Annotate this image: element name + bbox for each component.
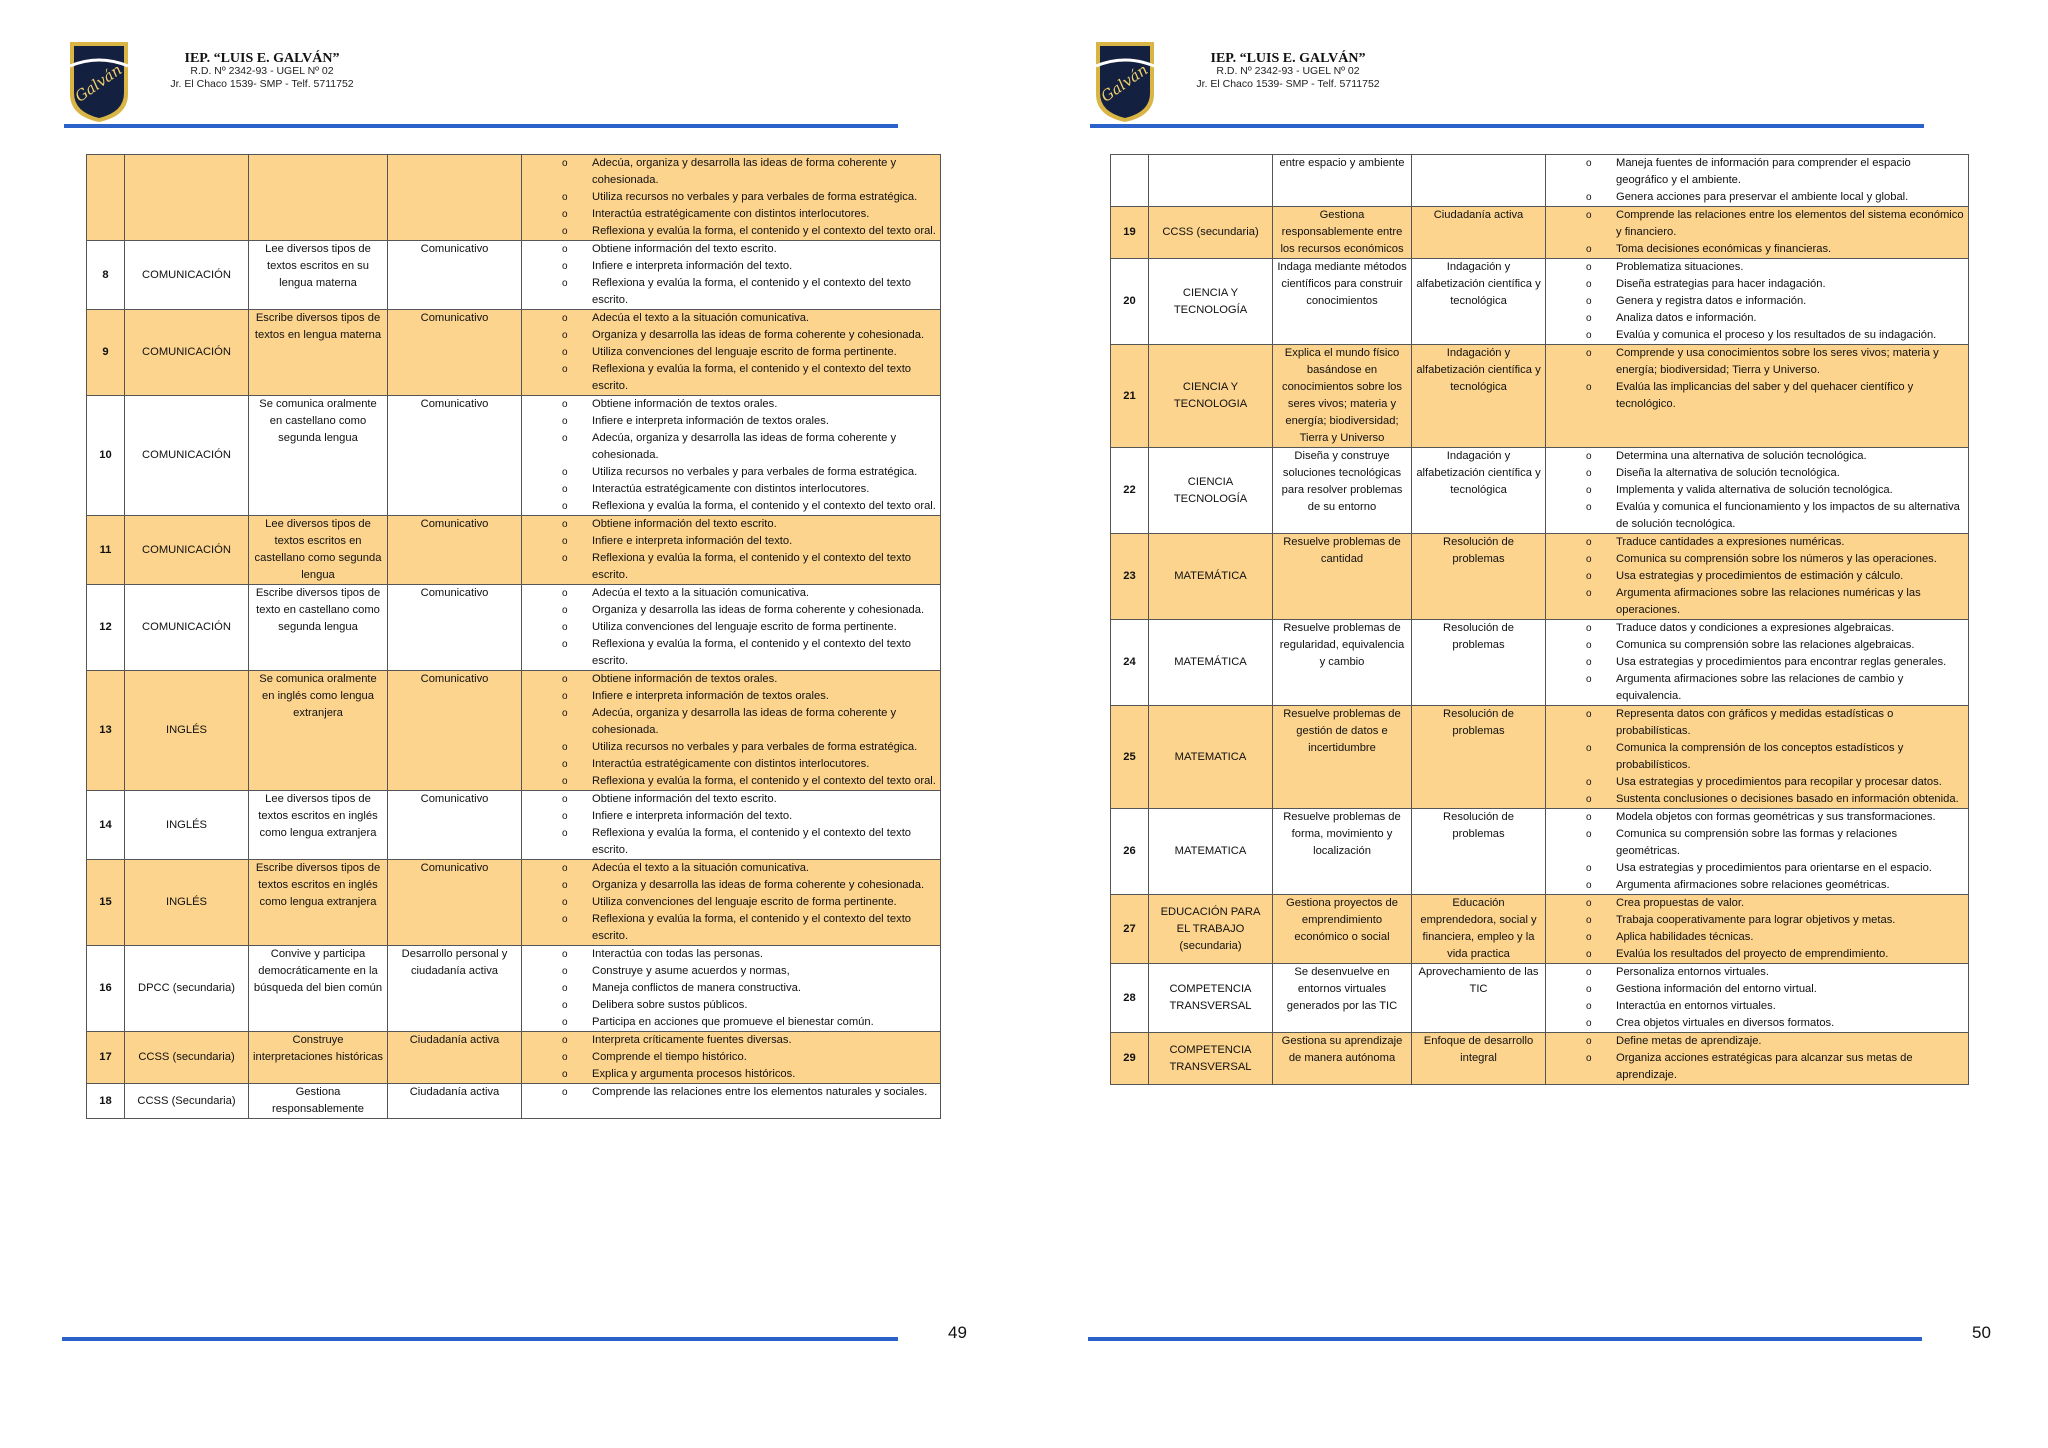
capacity-item: o Personaliza entornos virtuales. — [1550, 964, 1964, 981]
row-capacities — [522, 155, 941, 241]
school-resolution: R.D. Nº 2342-93 - UGEL Nº 02 — [190, 65, 334, 77]
competencies-table — [1110, 154, 1969, 1085]
table-row — [1111, 706, 1969, 809]
capacities-list — [1550, 207, 1964, 258]
capacity-item: o Traduce cantidades a expresiones numéricas. — [1550, 534, 1964, 551]
capacity-item: o Traduce datos y condiciones a expresiones algebraicas. — [1550, 620, 1964, 637]
table-row — [1111, 895, 1969, 964]
row-capacities — [522, 946, 941, 1032]
row-approach: Indagación y alfabetización científica y tecnológica — [1412, 448, 1546, 534]
capacity-item: o Trabaja cooperativamente para lograr objetivos y metas. — [1550, 912, 1964, 929]
capacity-item: o Argumenta afirmaciones sobre las relaciones numéricas y las operaciones. — [1550, 585, 1964, 619]
row-area: INGLÉS — [125, 671, 249, 791]
row-capacities — [522, 860, 941, 946]
row-approach: Comunicativo — [388, 516, 522, 585]
capacity-item: o Interactúa estratégicamente con distintos interlocutores. — [526, 481, 936, 498]
table-row — [1111, 964, 1969, 1033]
capacity-item: o Analiza datos e información. — [1550, 310, 1964, 327]
capacity-item: o Aplica habilidades técnicas. — [1550, 929, 1964, 946]
row-area: CIENCIA Y TECNOLOGÍA — [1149, 259, 1273, 345]
row-competence: Lee diversos tipos de textos escritos en inglés como lengua extranjera — [249, 791, 388, 860]
capacity-item: o Maneja fuentes de información para comprender el espacio geográfico y el ambiente. — [1550, 155, 1964, 189]
school-resolution: R.D. Nº 2342-93 - UGEL Nº 02 — [1216, 65, 1360, 77]
row-competence: Convive y participa democráticamente en la búsqueda del bien común — [249, 946, 388, 1032]
row-approach: Comunicativo — [388, 310, 522, 396]
capacity-item: o Comunica su comprensión sobre las formas y relaciones geométricas. — [1550, 826, 1964, 860]
capacity-item: o Reflexiona y evalúa la forma, el contenido y el contexto del texto escrito. — [526, 550, 936, 584]
capacity-item: o Problematiza situaciones. — [1550, 259, 1964, 276]
table-row — [87, 791, 941, 860]
capacity-item: o Adecúa, organiza y desarrolla las ideas de forma coherente y cohesionada. — [526, 155, 936, 189]
row-number — [87, 155, 125, 241]
row-area: MATEMÁTICA — [1149, 534, 1273, 620]
row-area: CCSS (Secundaria) — [125, 1084, 249, 1119]
row-number: 21 — [1111, 345, 1149, 448]
row-approach: Enfoque de desarrollo integral — [1412, 1033, 1546, 1085]
row-number: 13 — [87, 671, 125, 791]
capacity-item: o Reflexiona y evalúa la forma, el contenido y el contexto del texto escrito. — [526, 636, 936, 670]
capacity-item: o Genera y registra datos e información. — [1550, 293, 1964, 310]
table-row — [1111, 620, 1969, 706]
row-number: 26 — [1111, 809, 1149, 895]
row-approach: Resolución de problemas — [1412, 534, 1546, 620]
table-row — [1111, 1033, 1969, 1085]
table-row — [87, 396, 941, 516]
capacity-item: o Argumenta afirmaciones sobre relaciones geométricas. — [1550, 877, 1964, 894]
school-address: Jr. El Chaco 1539- SMP - Telf. 5711752 — [170, 78, 354, 90]
row-number: 19 — [1111, 207, 1149, 259]
capacity-item: o Comunica su comprensión sobre las relaciones algebraicas. — [1550, 637, 1964, 654]
school-logo-icon — [1092, 36, 1158, 124]
row-competence: Explica el mundo físico basándose en conocimientos sobre los seres vivos; materia y energía; biodiversidad; Tierra y Universo — [1273, 345, 1412, 448]
capacity-item: o Construye y asume acuerdos y normas, — [526, 963, 936, 980]
row-competence: Resuelve problemas de cantidad — [1273, 534, 1412, 620]
capacity-item: o Reflexiona y evalúa la forma, el contenido y el contexto del texto escrito. — [526, 361, 936, 395]
row-competence: Construye interpretaciones históricas — [249, 1032, 388, 1084]
capacities-list — [526, 1032, 936, 1083]
school-name: IEP. “LUIS E. GALVÁN” — [184, 51, 340, 66]
row-capacities — [522, 585, 941, 671]
row-competence: Gestiona responsablemente — [249, 1084, 388, 1119]
row-number: 8 — [87, 241, 125, 310]
row-area — [1149, 155, 1273, 207]
capacity-item: o Representa datos con gráficos y medidas estadísticas o probabilísticas. — [1550, 706, 1964, 740]
capacity-item: o Reflexiona y evalúa la forma, el contenido y el contexto del texto escrito. — [526, 825, 936, 859]
capacity-item: o Define metas de aprendizaje. — [1550, 1033, 1964, 1050]
table-row — [1111, 448, 1969, 534]
row-approach: Comunicativo — [388, 396, 522, 516]
row-number: 20 — [1111, 259, 1149, 345]
capacity-item: o Utiliza recursos no verbales y para verbales de forma estratégica. — [526, 189, 936, 206]
row-approach — [388, 155, 522, 241]
capacity-item: o Interactúa estratégicamente con distintos interlocutores. — [526, 206, 936, 223]
capacity-item: o Obtiene información del texto escrito. — [526, 791, 936, 808]
capacity-item: o Reflexiona y evalúa la forma, el contenido y el contexto del texto escrito. — [526, 911, 936, 945]
row-area: EDUCACIÓN PARA EL TRABAJO (secundaria) — [1149, 895, 1273, 964]
capacity-item: o Toma decisiones económicas y financieras. — [1550, 241, 1964, 258]
capacity-item: o Utiliza recursos no verbales y para verbales de forma estratégica. — [526, 464, 936, 481]
row-number: 11 — [87, 516, 125, 585]
row-area: COMUNICACIÓN — [125, 241, 249, 310]
capacity-item: o Infiere e interpreta información de textos orales. — [526, 688, 936, 705]
capacity-item: o Gestiona información del entorno virtual. — [1550, 981, 1964, 998]
row-area: COMPETENCIA TRANSVERSAL — [1149, 1033, 1273, 1085]
row-number: 10 — [87, 396, 125, 516]
row-capacities — [522, 516, 941, 585]
footer-rule — [62, 1337, 898, 1341]
capacity-item: o Adecúa el texto a la situación comunicativa. — [526, 310, 936, 327]
capacities-list — [526, 516, 936, 584]
row-approach: Comunicativo — [388, 791, 522, 860]
capacities-list — [526, 155, 936, 240]
capacities-list — [1550, 448, 1964, 533]
capacity-item: o Comprende el tiempo histórico. — [526, 1049, 936, 1066]
capacity-item: o Obtiene información de textos orales. — [526, 396, 936, 413]
competencies-table — [86, 154, 941, 1119]
capacity-item: o Genera acciones para preservar el ambiente local y global. — [1550, 189, 1964, 206]
table-row — [87, 671, 941, 791]
row-capacities — [1546, 620, 1969, 706]
capacities-list — [1550, 620, 1964, 705]
footer-rule — [1088, 1337, 1922, 1341]
table-row — [87, 1084, 941, 1119]
capacities-list — [1550, 345, 1964, 413]
capacity-item: o Infiere e interpreta información del texto. — [526, 258, 936, 275]
row-capacities — [522, 396, 941, 516]
table-row — [87, 241, 941, 310]
row-area: MATEMATICA — [1149, 706, 1273, 809]
capacity-item: o Organiza y desarrolla las ideas de forma coherente y cohesionada. — [526, 877, 936, 894]
row-capacities — [522, 671, 941, 791]
row-area: COMPETENCIA TRANSVERSAL — [1149, 964, 1273, 1033]
row-area: CIENCIA TECNOLOGÍA — [1149, 448, 1273, 534]
table-row — [87, 310, 941, 396]
capacity-item: o Interactúa estratégicamente con distintos interlocutores. — [526, 756, 936, 773]
row-approach: Comunicativo — [388, 585, 522, 671]
table-row — [1111, 207, 1969, 259]
capacity-item: o Obtiene información del texto escrito. — [526, 516, 936, 533]
capacity-item: o Reflexiona y evalúa la forma, el contenido y el contexto del texto oral. — [526, 773, 936, 790]
row-approach: Aprovechamiento de las TIC — [1412, 964, 1546, 1033]
row-approach: Comunicativo — [388, 241, 522, 310]
row-area: COMUNICACIÓN — [125, 516, 249, 585]
row-approach — [1412, 155, 1546, 207]
capacity-item: o Reflexiona y evalúa la forma, el contenido y el contexto del texto oral. — [526, 498, 936, 515]
row-approach: Educación emprendedora, social y financiera, empleo y la vida practica — [1412, 895, 1546, 964]
header-rule — [64, 124, 898, 128]
row-area: CCSS (secundaria) — [1149, 207, 1273, 259]
row-competence: Se comunica oralmente en castellano como segunda lengua — [249, 396, 388, 516]
capacity-item: o Interactúa en entornos virtuales. — [1550, 998, 1964, 1015]
svg-text:Galván: Galván — [1097, 60, 1152, 106]
capacity-item: o Usa estrategias y procedimientos de estimación y cálculo. — [1550, 568, 1964, 585]
capacity-item: o Comunica la comprensión de los conceptos estadísticos y probabilísticos. — [1550, 740, 1964, 774]
capacity-item: o Obtiene información de textos orales. — [526, 671, 936, 688]
capacity-item: o Utiliza convenciones del lenguaje escrito de forma pertinente. — [526, 344, 936, 361]
capacity-item: o Comunica su comprensión sobre los números y las operaciones. — [1550, 551, 1964, 568]
capacity-item: o Maneja conflictos de manera constructiva. — [526, 980, 936, 997]
capacity-item: o Comprende las relaciones entre los elementos naturales y sociales. — [526, 1084, 936, 1101]
row-approach: Comunicativo — [388, 671, 522, 791]
capacity-item: o Organiza y desarrolla las ideas de forma coherente y cohesionada. — [526, 327, 936, 344]
capacity-item: o Explica y argumenta procesos históricos. — [526, 1066, 936, 1083]
capacity-item: o Adecúa, organiza y desarrolla las ideas de forma coherente y cohesionada. — [526, 430, 936, 464]
row-area: MATEMATICA — [1149, 809, 1273, 895]
row-competence: Resuelve problemas de gestión de datos e incertidumbre — [1273, 706, 1412, 809]
row-capacities — [522, 310, 941, 396]
row-area: INGLÉS — [125, 791, 249, 860]
row-number: 9 — [87, 310, 125, 396]
row-capacities — [1546, 895, 1969, 964]
capacity-item: o Usa estrategias y procedimientos para recopilar y procesar datos. — [1550, 774, 1964, 791]
table-row — [1111, 534, 1969, 620]
school-name: IEP. “LUIS E. GALVÁN” — [1210, 51, 1366, 66]
table-row — [87, 860, 941, 946]
table-row — [1111, 809, 1969, 895]
row-number: 12 — [87, 585, 125, 671]
row-capacities — [1546, 809, 1969, 895]
row-capacities — [1546, 345, 1969, 448]
row-area: MATEMÁTICA — [1149, 620, 1273, 706]
capacity-item: o Adecúa el texto a la situación comunicativa. — [526, 585, 936, 602]
row-area: COMUNICACIÓN — [125, 396, 249, 516]
row-number: 29 — [1111, 1033, 1149, 1085]
svg-text:Galván: Galván — [71, 60, 126, 106]
page-right — [1024, 0, 2048, 1448]
page-number: 49 — [948, 1323, 967, 1342]
capacity-item: o Organiza acciones estratégicas para alcanzar sus metas de aprendizaje. — [1550, 1050, 1964, 1084]
row-number: 18 — [87, 1084, 125, 1119]
capacity-item: o Usa estrategias y procedimientos para encontrar reglas generales. — [1550, 654, 1964, 671]
row-competence: Lee diversos tipos de textos escritos en su lengua materna — [249, 241, 388, 310]
capacities-list — [526, 860, 936, 945]
capacities-list — [526, 241, 936, 309]
capacity-item: o Modela objetos con formas geométricas y sus transformaciones. — [1550, 809, 1964, 826]
row-number: 14 — [87, 791, 125, 860]
row-approach: Comunicativo — [388, 860, 522, 946]
capacity-item: o Interactúa con todas las personas. — [526, 946, 936, 963]
row-capacities — [522, 241, 941, 310]
capacities-list — [1550, 259, 1964, 344]
row-approach: Resolución de problemas — [1412, 809, 1546, 895]
row-competence: Escribe diversos tipos de textos escritos en inglés como lengua extranjera — [249, 860, 388, 946]
row-approach: Desarrollo personal y ciudadanía activa — [388, 946, 522, 1032]
capacity-item: o Infiere e interpreta información del texto. — [526, 808, 936, 825]
capacities-list — [526, 791, 936, 859]
row-approach: Resolución de problemas — [1412, 706, 1546, 809]
capacity-item: o Adecúa el texto a la situación comunicativa. — [526, 860, 936, 877]
row-competence: Gestiona su aprendizaje de manera autónoma — [1273, 1033, 1412, 1085]
row-approach: Ciudadanía activa — [1412, 207, 1546, 259]
row-competence: Se comunica oralmente en inglés como lengua extranjera — [249, 671, 388, 791]
row-number: 24 — [1111, 620, 1149, 706]
capacity-item: o Utiliza convenciones del lenguaje escrito de forma pertinente. — [526, 894, 936, 911]
page-number: 50 — [1972, 1323, 1991, 1342]
row-capacities — [1546, 1033, 1969, 1085]
row-competence: Escribe diversos tipos de texto en castellano como segunda lengua — [249, 585, 388, 671]
capacities-list — [526, 671, 936, 790]
capacity-item: o Infiere e interpreta información del texto. — [526, 533, 936, 550]
row-approach: Indagación y alfabetización científica y tecnológica — [1412, 345, 1546, 448]
capacities-list — [1550, 155, 1964, 206]
row-competence: Se desenvuelve en entornos virtuales generados por las TIC — [1273, 964, 1412, 1033]
row-number — [1111, 155, 1149, 207]
capacity-item: o Interpreta críticamente fuentes diversas. — [526, 1032, 936, 1049]
capacity-item: o Comprende las relaciones entre los elementos del sistema económico y financiero. — [1550, 207, 1964, 241]
capacity-item: o Infiere e interpreta información de textos orales. — [526, 413, 936, 430]
row-area: CIENCIA Y TECNOLOGIA — [1149, 345, 1273, 448]
capacity-item: o Argumenta afirmaciones sobre las relaciones de cambio y equivalencia. — [1550, 671, 1964, 705]
table-row — [87, 1032, 941, 1084]
capacities-list — [1550, 809, 1964, 894]
capacity-item: o Obtiene información del texto escrito. — [526, 241, 936, 258]
capacities-list — [1550, 706, 1964, 808]
row-area: INGLÉS — [125, 860, 249, 946]
row-number: 16 — [87, 946, 125, 1032]
row-competence: Gestiona proyectos de emprendimiento económico o social — [1273, 895, 1412, 964]
capacity-item: o Participa en acciones que promueve el bienestar común. — [526, 1014, 936, 1031]
row-approach: Indagación y alfabetización científica y tecnológica — [1412, 259, 1546, 345]
capacities-list — [526, 946, 936, 1031]
row-competence: Lee diversos tipos de textos escritos en castellano como segunda lengua — [249, 516, 388, 585]
capacity-item: o Implementa y valida alternativa de solución tecnológica. — [1550, 482, 1964, 499]
capacities-list — [526, 396, 936, 515]
row-number: 27 — [1111, 895, 1149, 964]
row-approach: Ciudadanía activa — [388, 1084, 522, 1119]
row-number: 28 — [1111, 964, 1149, 1033]
capacity-item: o Comprende y usa conocimientos sobre los seres vivos; materia y energía; biodiversidad; Tierra y Universo. — [1550, 345, 1964, 379]
capacities-list — [526, 585, 936, 670]
row-capacities — [1546, 964, 1969, 1033]
capacities-list — [526, 1084, 936, 1101]
capacities-list — [526, 310, 936, 395]
capacity-item: o Diseña estrategias para hacer indagación. — [1550, 276, 1964, 293]
capacity-item: o Delibera sobre sustos públicos. — [526, 997, 936, 1014]
row-capacities — [1546, 448, 1969, 534]
row-capacities — [522, 1084, 941, 1119]
row-area: COMUNICACIÓN — [125, 585, 249, 671]
capacity-item: o Determina una alternativa de solución tecnológica. — [1550, 448, 1964, 465]
row-area: DPCC (secundaria) — [125, 946, 249, 1032]
capacities-list — [1550, 1033, 1964, 1084]
row-capacities — [1546, 706, 1969, 809]
row-approach: Ciudadanía activa — [388, 1032, 522, 1084]
table-row — [87, 946, 941, 1032]
row-area: COMUNICACIÓN — [125, 310, 249, 396]
capacities-list — [1550, 964, 1964, 1032]
capacity-item: o Evalúa y comunica el proceso y los resultados de su indagación. — [1550, 327, 1964, 344]
capacities-list — [1550, 534, 1964, 619]
row-capacities — [1546, 534, 1969, 620]
row-competence: Diseña y construye soluciones tecnológicas para resolver problemas de su entorno — [1273, 448, 1412, 534]
row-competence: Gestiona responsablemente entre los recursos económicos — [1273, 207, 1412, 259]
capacity-item: o Evalúa y comunica el funcionamiento y los impactos de su alternativa de solución tecnológica. — [1550, 499, 1964, 533]
row-capacities — [1546, 207, 1969, 259]
row-competence: Resuelve problemas de forma, movimiento y localización — [1273, 809, 1412, 895]
school-address: Jr. El Chaco 1539- SMP - Telf. 5711752 — [1196, 78, 1380, 90]
row-competence: Resuelve problemas de regularidad, equivalencia y cambio — [1273, 620, 1412, 706]
row-approach: Resolución de problemas — [1412, 620, 1546, 706]
row-number: 25 — [1111, 706, 1149, 809]
row-capacities — [1546, 155, 1969, 207]
row-area — [125, 155, 249, 241]
row-number: 23 — [1111, 534, 1149, 620]
table-row — [87, 155, 941, 241]
row-capacities — [522, 1032, 941, 1084]
header-rule — [1090, 124, 1924, 128]
capacity-item: o Crea objetos virtuales en diversos formatos. — [1550, 1015, 1964, 1032]
row-number: 15 — [87, 860, 125, 946]
table-row — [87, 516, 941, 585]
capacity-item: o Organiza y desarrolla las ideas de forma coherente y cohesionada. — [526, 602, 936, 619]
row-number: 17 — [87, 1032, 125, 1084]
capacity-item: o Diseña la alternativa de solución tecnológica. — [1550, 465, 1964, 482]
row-competence — [249, 155, 388, 241]
row-competence: Escribe diversos tipos de textos en lengua materna — [249, 310, 388, 396]
row-area: CCSS (secundaria) — [125, 1032, 249, 1084]
row-competence: entre espacio y ambiente — [1273, 155, 1412, 207]
row-capacities — [522, 791, 941, 860]
capacity-item: o Utiliza convenciones del lenguaje escrito de forma pertinente. — [526, 619, 936, 636]
row-capacities — [1546, 259, 1969, 345]
table-row — [1111, 345, 1969, 448]
capacity-item: o Sustenta conclusiones o decisiones basado en información obtenida. — [1550, 791, 1964, 808]
capacities-list — [1550, 895, 1964, 963]
capacity-item: o Adecúa, organiza y desarrolla las ideas de forma coherente y cohesionada. — [526, 705, 936, 739]
capacity-item: o Reflexiona y evalúa la forma, el contenido y el contexto del texto oral. — [526, 223, 936, 240]
table-row — [1111, 259, 1969, 345]
table-row — [87, 585, 941, 671]
capacity-item: o Evalúa los resultados del proyecto de emprendimiento. — [1550, 946, 1964, 963]
capacity-item: o Reflexiona y evalúa la forma, el contenido y el contexto del texto escrito. — [526, 275, 936, 309]
table-row — [1111, 155, 1969, 207]
capacity-item: o Usa estrategias y procedimientos para orientarse en el espacio. — [1550, 860, 1964, 877]
school-logo-icon — [66, 36, 132, 124]
capacity-item: o Utiliza recursos no verbales y para verbales de forma estratégica. — [526, 739, 936, 756]
row-competence: Indaga mediante métodos científicos para construir conocimientos — [1273, 259, 1412, 345]
capacity-item: o Evalúa las implicancias del saber y del quehacer científico y tecnológico. — [1550, 379, 1964, 413]
capacity-item: o Crea propuestas de valor. — [1550, 895, 1964, 912]
row-number: 22 — [1111, 448, 1149, 534]
